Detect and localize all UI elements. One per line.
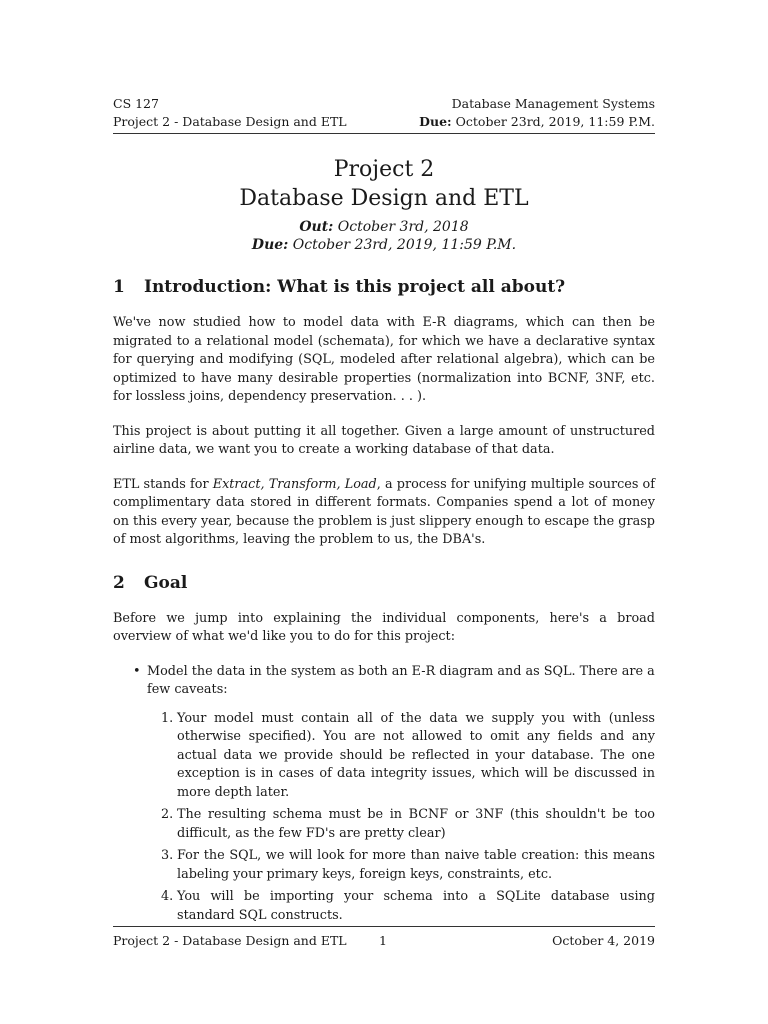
due-label: Due: [251,237,289,253]
main-content [113,276,655,937]
caveat-item [163,806,655,843]
due-date [113,236,655,254]
out-date [113,218,655,236]
bullet-text: Model the data in the system as both an E-R diagram and as SQL. There are a few caveats: [147,663,655,697]
goal-intro: Before we jump into explaining the individual components, here's a broad overview of what we'd like you to do for this project: [113,610,655,644]
page-number: 1 [379,933,387,948]
caveat-marker: 3. [161,848,174,863]
etl-text-before: ETL stands for [113,476,213,492]
page-title: Project 2 [333,157,435,182]
header-course-title: Database Management Systems [451,96,655,111]
section-2-heading [113,572,655,594]
header-divider [113,133,655,134]
caveat-item [163,847,655,884]
section-2-number: 2 [113,572,125,593]
footer-date: October 4, 2019 [552,933,655,948]
etl-expansion: Extract, Transform, Load [212,476,377,492]
section-2-title: Goal [144,572,188,593]
out-value: October 3rd, 2018 [337,219,469,235]
caveat-item [163,710,655,803]
out-label: Out: [299,219,334,235]
caveat-marker: 4. [161,889,174,904]
intro-paragraph-2: This project is about putting it all together. Given a large amount of unstructured airline data, we want you to create a working database of that data. [113,423,655,457]
caveat-marker: 1. [161,710,174,726]
header-due-label: Due: [419,114,452,129]
intro-paragraph-1: We've now studied how to model data with E-R diagrams, which can then be migrated to a relational model (schemata), for which we have a declarative syntax for querying and modifying (SQL, modeled after relational algebra), which can be optimized to have many desirable properties (normalization into BCNF, 3NF, etc. for lossless joins, dependency preservation. . . ). [113,315,655,404]
caveat-text: For the SQL, we will look for more than naive table creation: this means labeling your primary keys, foreign keys, constraints, etc. [177,848,655,882]
caveat-list [147,710,655,926]
page-subtitle: Database Design and ETL [239,186,529,211]
section-1-heading [113,276,655,298]
header-course: CS 127 [113,96,159,111]
caveat-text: The resulting schema must be in BCNF or 3NF (this shouldn't be too difficult, as the few FD's are pretty clear) [177,807,655,841]
footer-divider [113,926,655,927]
header-due-value: October 23rd, 2019, 11:59 P.M. [455,114,655,129]
etl-text-after: , a process for unifying multiple sources of complimentary data stored in different formats. Companies spend a lot of money on this every year, because the problem is just slippery enough to escape the grasp of most algorithms, leaving the problem to us, the DBA's. [113,476,655,547]
header-project-line: Project 2 - Database Design and ETL [113,114,347,129]
caveat-item [163,888,655,925]
due-value: October 23rd, 2019, 11:59 P.M. [292,237,517,253]
footer-project-line: Project 2 - Database Design and ETL [113,933,347,948]
section-1-number: 1 [113,277,125,297]
running-footer [113,932,655,950]
caveat-marker: 2. [161,807,174,822]
caveat-text: Your model must contain all of the data we supply you with (unless otherwise specified). You are not allowed to omit any fields and any actual data we provide should be reflected in your database. The one exception is in cases of data integrity issues, which will be discussed in more depth later. [177,710,655,800]
goal-bullets [113,663,655,926]
running-header [113,95,655,131]
title-block [113,156,655,254]
header-due [419,113,655,131]
dates [113,218,655,254]
caveat-text: You will be importing your schema into a SQLite database using standard SQL constructs. [177,889,655,923]
bullet-item [133,663,655,926]
section-1-title: Introduction: What is this project all about? [144,277,566,297]
intro-paragraph-3 [113,476,655,550]
